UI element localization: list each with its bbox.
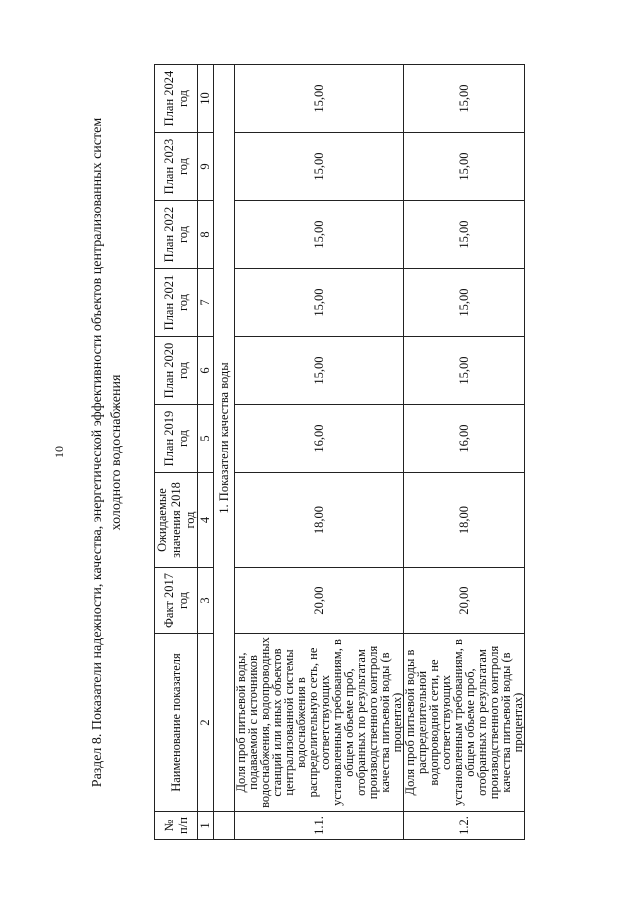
page-number: 10 [52,446,66,458]
value-cell: 15,00 [235,337,404,405]
value-cell: 15,00 [235,269,404,337]
header-plan-2021: План 2021 год [155,269,198,337]
value-cell: 15,00 [404,269,525,337]
value-cell: 16,00 [404,405,525,473]
table-row [235,65,404,840]
value-cell: 20,00 [404,568,525,634]
value-cell: 15,00 [235,65,404,133]
value-cell: 15,00 [404,201,525,269]
header-plan-2023: План 2023 год [155,133,198,201]
section-title: 1. Показатели качества воды [214,65,235,812]
indicator-name: Доля проб питьевой воды, подаваемой с источников водоснабжения, водопроводных станций или иных объектов централизованной системы водоснабжения в распределительную сеть, не соответствующих установленным требованиям, в общем объеме проб, отобранных по результатам производственного контроля качества питьевой воды (в процентах) [235,634,404,812]
value-cell: 16,00 [235,405,404,473]
header-plan-2020: План 2020 год [155,337,198,405]
heading-line-1: Раздел 8. Показатели надежности, качества, энергетической эффективности объектов централизованных систем [90,117,105,788]
heading-line-2: холодного водоснабжения [109,374,124,531]
rotated-page [88,65,525,840]
row-number: 1.1. [235,812,404,840]
index-cell: 2 [198,634,214,812]
index-cell: 7 [198,269,214,337]
header-expected-2018: Ожидаемые значения 2018 год [155,473,198,568]
value-cell: 18,00 [235,473,404,568]
value-cell: 20,00 [235,568,404,634]
index-cell: 10 [198,65,214,133]
index-row [198,65,214,840]
index-cell: 3 [198,568,214,634]
indicators-table [154,64,525,840]
table-row [404,65,525,840]
index-cell: 8 [198,201,214,269]
indicator-name: Доля проб питьевой воды в распределительной водопроводной сети, не соответствующих установленным требованиям, в общем объеме проб, отобранных по результатам производственного контроля качества питьевой воды (в процентах) [404,634,525,812]
value-cell: 15,00 [235,201,404,269]
header-plan-2019: План 2019 год [155,405,198,473]
section-empty-cell [214,812,235,840]
header-row [155,65,198,840]
index-cell: 5 [198,405,214,473]
index-cell: 4 [198,473,214,568]
index-cell: 9 [198,133,214,201]
section-heading [88,65,150,840]
value-cell: 15,00 [404,133,525,201]
header-plan-2024: План 2024 год [155,65,198,133]
index-cell: 1 [198,812,214,840]
value-cell: 15,00 [404,65,525,133]
header-fact-2017: Факт 2017 год [155,568,198,634]
header-name: Наименование показателя [155,634,198,812]
value-cell: 15,00 [404,337,525,405]
row-number: 1.2. [404,812,525,840]
section-row [214,65,235,840]
index-cell: 6 [198,337,214,405]
value-cell: 15,00 [235,133,404,201]
header-num: № п/п [155,812,198,840]
value-cell: 18,00 [404,473,525,568]
header-plan-2022: План 2022 год [155,201,198,269]
